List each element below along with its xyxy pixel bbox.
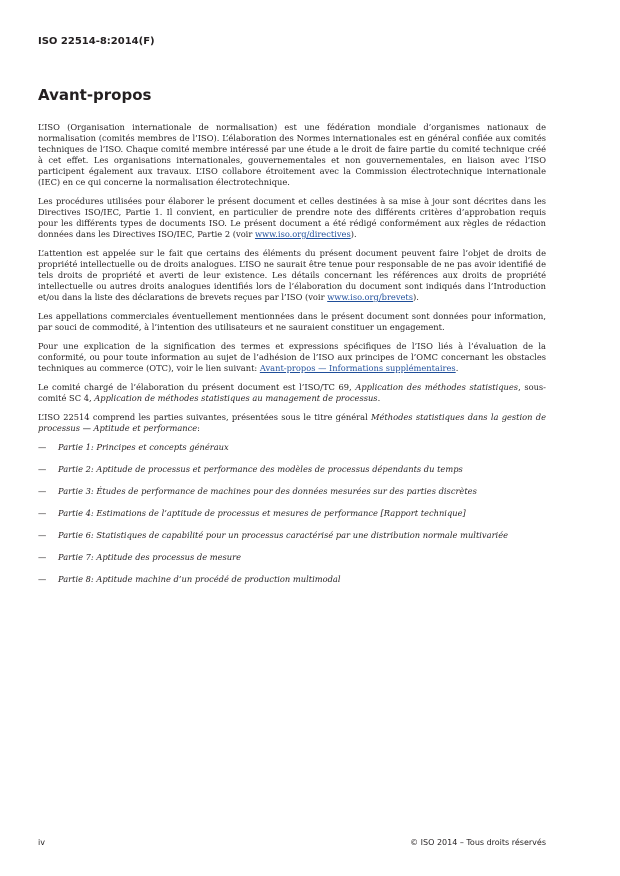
supplementary-info-link[interactable]: Avant-propos — Informations supplémentaires <box>259 363 456 373</box>
paragraph-procedures <box>38 196 546 240</box>
paragraph-procedures-text: Les procédures utilisées pour élaborer le présent document et celles destinées à sa mise à jour sont décrites dans les Directives ISO/IEC, Partie 1. Il convient, en particulier de prendre note des différents critères d’approbation requis pour les différents types de documents ISO. Le présent document a été rédigé conformément aux règles de rédaction données dans les Directives ISO/IEC, Partie 2 (voir <box>38 196 546 239</box>
subcommittee-title: Application de méthodes statistiques au management de processus <box>94 393 378 403</box>
list-item <box>38 574 546 585</box>
dash-marker: — <box>38 552 47 562</box>
document-id: ISO 22514-8:2014(F) <box>38 36 155 47</box>
paragraph-committee <box>38 382 546 404</box>
patents-link[interactable]: www.iso.org/brevets <box>327 292 414 302</box>
parts-intro-end: : <box>197 423 200 433</box>
part-title: Partie 3: Études de performance de machines pour des données mesurées sur des parties discrètes <box>58 486 477 496</box>
directives-link[interactable]: www.iso.org/directives <box>254 229 351 239</box>
dash-marker: — <box>38 508 47 518</box>
paragraph-conformity <box>38 341 546 374</box>
part-title: Partie 6: Statistiques de capabilité pour un processus caractérisé par une distribution normale multivariée <box>58 530 509 540</box>
page-number: iv <box>38 838 45 847</box>
list-item <box>38 464 546 475</box>
dash-marker: — <box>38 486 47 496</box>
committee-text-a: Le comité chargé de l’élaboration du présent document est l’ISO/TC 69, <box>38 382 356 392</box>
paragraph-conformity-text: Pour une explication de la signification des termes et expressions spécifiques de l’ISO liés à l’évaluation de la conformité, ou pour toute information au sujet de l’adhésion de l’ISO aux principes de l’OMC concernant les obstacles techniques au commerce (OTC), voir le lien suivant: <box>38 341 546 373</box>
paragraph-parts-intro <box>38 412 546 434</box>
list-item <box>38 486 546 497</box>
paragraph-trade-names: Les appellations commerciales éventuellement mentionnées dans le présent document sont données pour information, par souci de commodité, à l’intention des utilisateurs et ne sauraient constituer un engagement. <box>38 311 546 332</box>
parts-intro-text: L’ISO 22514 comprend les parties suivantes, présentées sous le titre général <box>38 412 371 422</box>
page-title: Avant-propos <box>38 86 152 104</box>
dash-marker: — <box>38 442 47 452</box>
list-item <box>38 442 546 453</box>
committee-text-e: . <box>377 393 381 403</box>
paragraph-conformity-end: . <box>455 363 459 373</box>
foreword-body <box>38 122 546 596</box>
copyright-notice: © ISO 2014 – Tous droits réservés <box>410 838 546 847</box>
dash-marker: — <box>38 464 47 474</box>
part-title: Partie 1: Principes et concepts généraux <box>58 442 229 452</box>
paragraph-patents <box>38 248 546 303</box>
part-title: Partie 2: Aptitude de processus et performance des modèles de processus dépendants du temps <box>58 464 463 474</box>
list-item <box>38 530 546 541</box>
paragraph-patents-text: L’attention est appelée sur le fait que certains des éléments du présent document peuvent faire l’objet de droits de propriété intellectuelle ou de droits analogues. L’ISO ne saurait être tenue pour responsable de ne pas avoir identifié de tels droits de propriété et averti de leur existence. Les détails concernant les références aux droits de propriété intellectuelle ou autres droits analogues identifiés lors de l’élaboration du document sont indiqués dans l’Introduction et/ou dans la liste des déclarations de brevets reçues par l’ISO (voir <box>38 248 546 302</box>
part-title: Partie 4: Estimations de l’aptitude de processus et mesures de performance [Rapport technique] <box>58 508 466 518</box>
list-item <box>38 508 546 519</box>
dash-marker: — <box>38 530 47 540</box>
part-title: Partie 7: Aptitude des processus de mesure <box>58 552 242 562</box>
parts-list <box>38 442 546 585</box>
committee-title: Application des méthodes statistiques <box>355 382 519 392</box>
list-item <box>38 552 546 563</box>
paragraph-patents-end: ). <box>413 292 419 302</box>
paragraph-iso-intro: L’ISO (Organisation internationale de normalisation) est une fédération mondiale d’organismes nationaux de normalisation (comités membres de l’ISO). L’élaboration des Normes internationales est en général confiée aux comités techniques de l’ISO. Chaque comité membre intéressé par une étude a le droit de faire partie du comité technique créé à cet effet. Les organisations internationales, gouvernementales et non gouvernementales, en liaison avec l’ISO participent également aux travaux. L’ISO collabore étroitement avec la Commission électrotechnique internationale (IEC) en ce qui concerne la normalisation électrotechnique. <box>38 122 546 187</box>
dash-marker: — <box>38 574 47 584</box>
paragraph-procedures-end: ). <box>350 229 357 239</box>
part-title: Partie 8: Aptitude machine d’un procédé de production multimodal <box>58 574 341 584</box>
committee-text-c: , sous-comité SC 4, <box>38 382 546 403</box>
general-title: Méthodes statistiques dans la gestion de processus — Aptitude et performance <box>38 412 546 433</box>
